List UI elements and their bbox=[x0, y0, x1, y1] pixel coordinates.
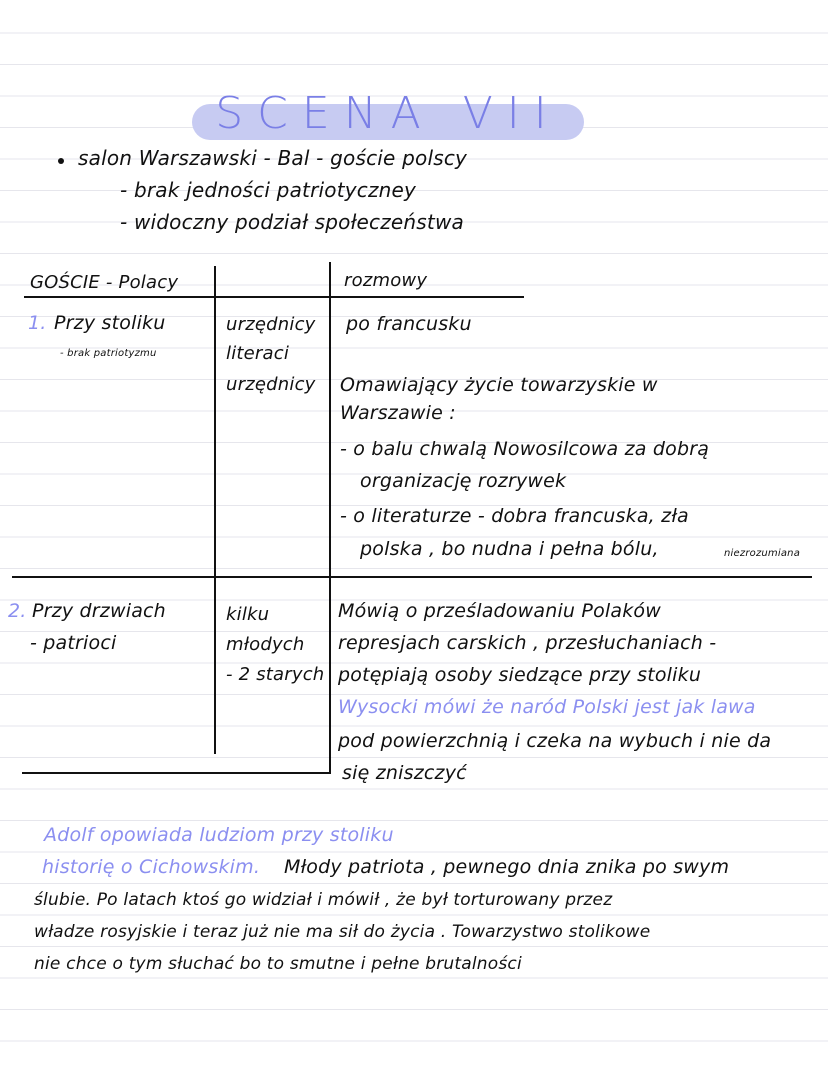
row1-talk-b-small: niezrozumiana bbox=[724, 548, 801, 559]
page-title: SCENA VII bbox=[215, 88, 561, 139]
row1-who-2: literaci bbox=[226, 343, 290, 364]
row1-talk-b-6: polska , bo nudna i pełna bólu, bbox=[360, 538, 659, 560]
row2-who-2: młodych bbox=[226, 634, 305, 655]
adolf-line2: Młody patriota , pewnego dnia znika po swym bbox=[284, 856, 730, 878]
row2-talk-end-1: pod powierzchnią i czeka na wybuch i nie da bbox=[338, 730, 772, 752]
row2-talk-highlight: Wysocki mówi że naród Polski jest jak lawa bbox=[338, 696, 756, 718]
row1-talk-a: po francusku bbox=[346, 313, 472, 335]
table-divider-2 bbox=[329, 262, 331, 774]
row1-who-1: urzędnicy bbox=[226, 314, 316, 335]
table-bottom-rule bbox=[22, 772, 330, 774]
table-divider-1 bbox=[214, 266, 216, 754]
bullet-dot bbox=[58, 158, 64, 164]
row2-talk-end-2: się zniszczyć bbox=[342, 762, 467, 784]
intro-sub1: - brak jedności patriotyczney bbox=[120, 178, 417, 202]
row1-talk-b-4: organizację rozrywek bbox=[360, 470, 567, 492]
row1-who-3: urzędnicy bbox=[226, 374, 316, 395]
table-header-rule bbox=[24, 296, 524, 298]
table-row-rule bbox=[12, 576, 812, 578]
intro-sub2: - widoczny podział społeczeństwa bbox=[120, 210, 464, 234]
row1-talk-b-3: - o balu chwalą Nowosilcowa za dobrą bbox=[340, 438, 710, 460]
row2-number: 2. bbox=[8, 600, 27, 622]
row2-note: - patrioci bbox=[30, 632, 117, 654]
row2-who-1: kilku bbox=[226, 604, 270, 625]
row2-title: Przy drzwiach bbox=[32, 600, 166, 622]
row2-talk-3: potępiają osoby siedzące przy stoliku bbox=[338, 664, 702, 686]
intro-bullet: salon Warszawski - Bal - goście polscy bbox=[78, 146, 468, 170]
adolf-line5: nie chce o tym słuchać bo to smutne i pełne brutalności bbox=[34, 954, 522, 974]
adolf-line4: władze rosyjskie i teraz już nie ma sił do życia . Towarzystwo stolikowe bbox=[34, 922, 651, 942]
row2-talk-2: represjach carskich , przesłuchaniach - bbox=[338, 632, 717, 654]
row2-talk-1: Mówią o prześladowaniu Polaków bbox=[338, 600, 661, 622]
table-header-guests: GOŚCIE - Polacy bbox=[30, 272, 179, 293]
row1-talk-b-2: Warszawie : bbox=[340, 402, 456, 424]
row1-talk-b-1: Omawiający życie towarzyskie w bbox=[340, 374, 658, 396]
adolf-line2-blue: historię o Cichowskim. bbox=[42, 856, 261, 878]
row1-talk-b-5: - o literaturze - dobra francuska, zła bbox=[340, 505, 689, 527]
adolf-line3: ślubie. Po latach ktoś go widział i mówił , że był torturowany przez bbox=[34, 890, 613, 910]
table-header-talks: rozmowy bbox=[344, 270, 428, 291]
row2-who-3: - 2 starych bbox=[226, 664, 325, 685]
row1-note: - brak patriotyzmu bbox=[60, 348, 157, 359]
adolf-line1: Adolf opowiada ludziom przy stoliku bbox=[44, 824, 394, 846]
row1-number: 1. bbox=[28, 312, 47, 334]
row1-title: Przy stoliku bbox=[54, 312, 166, 334]
